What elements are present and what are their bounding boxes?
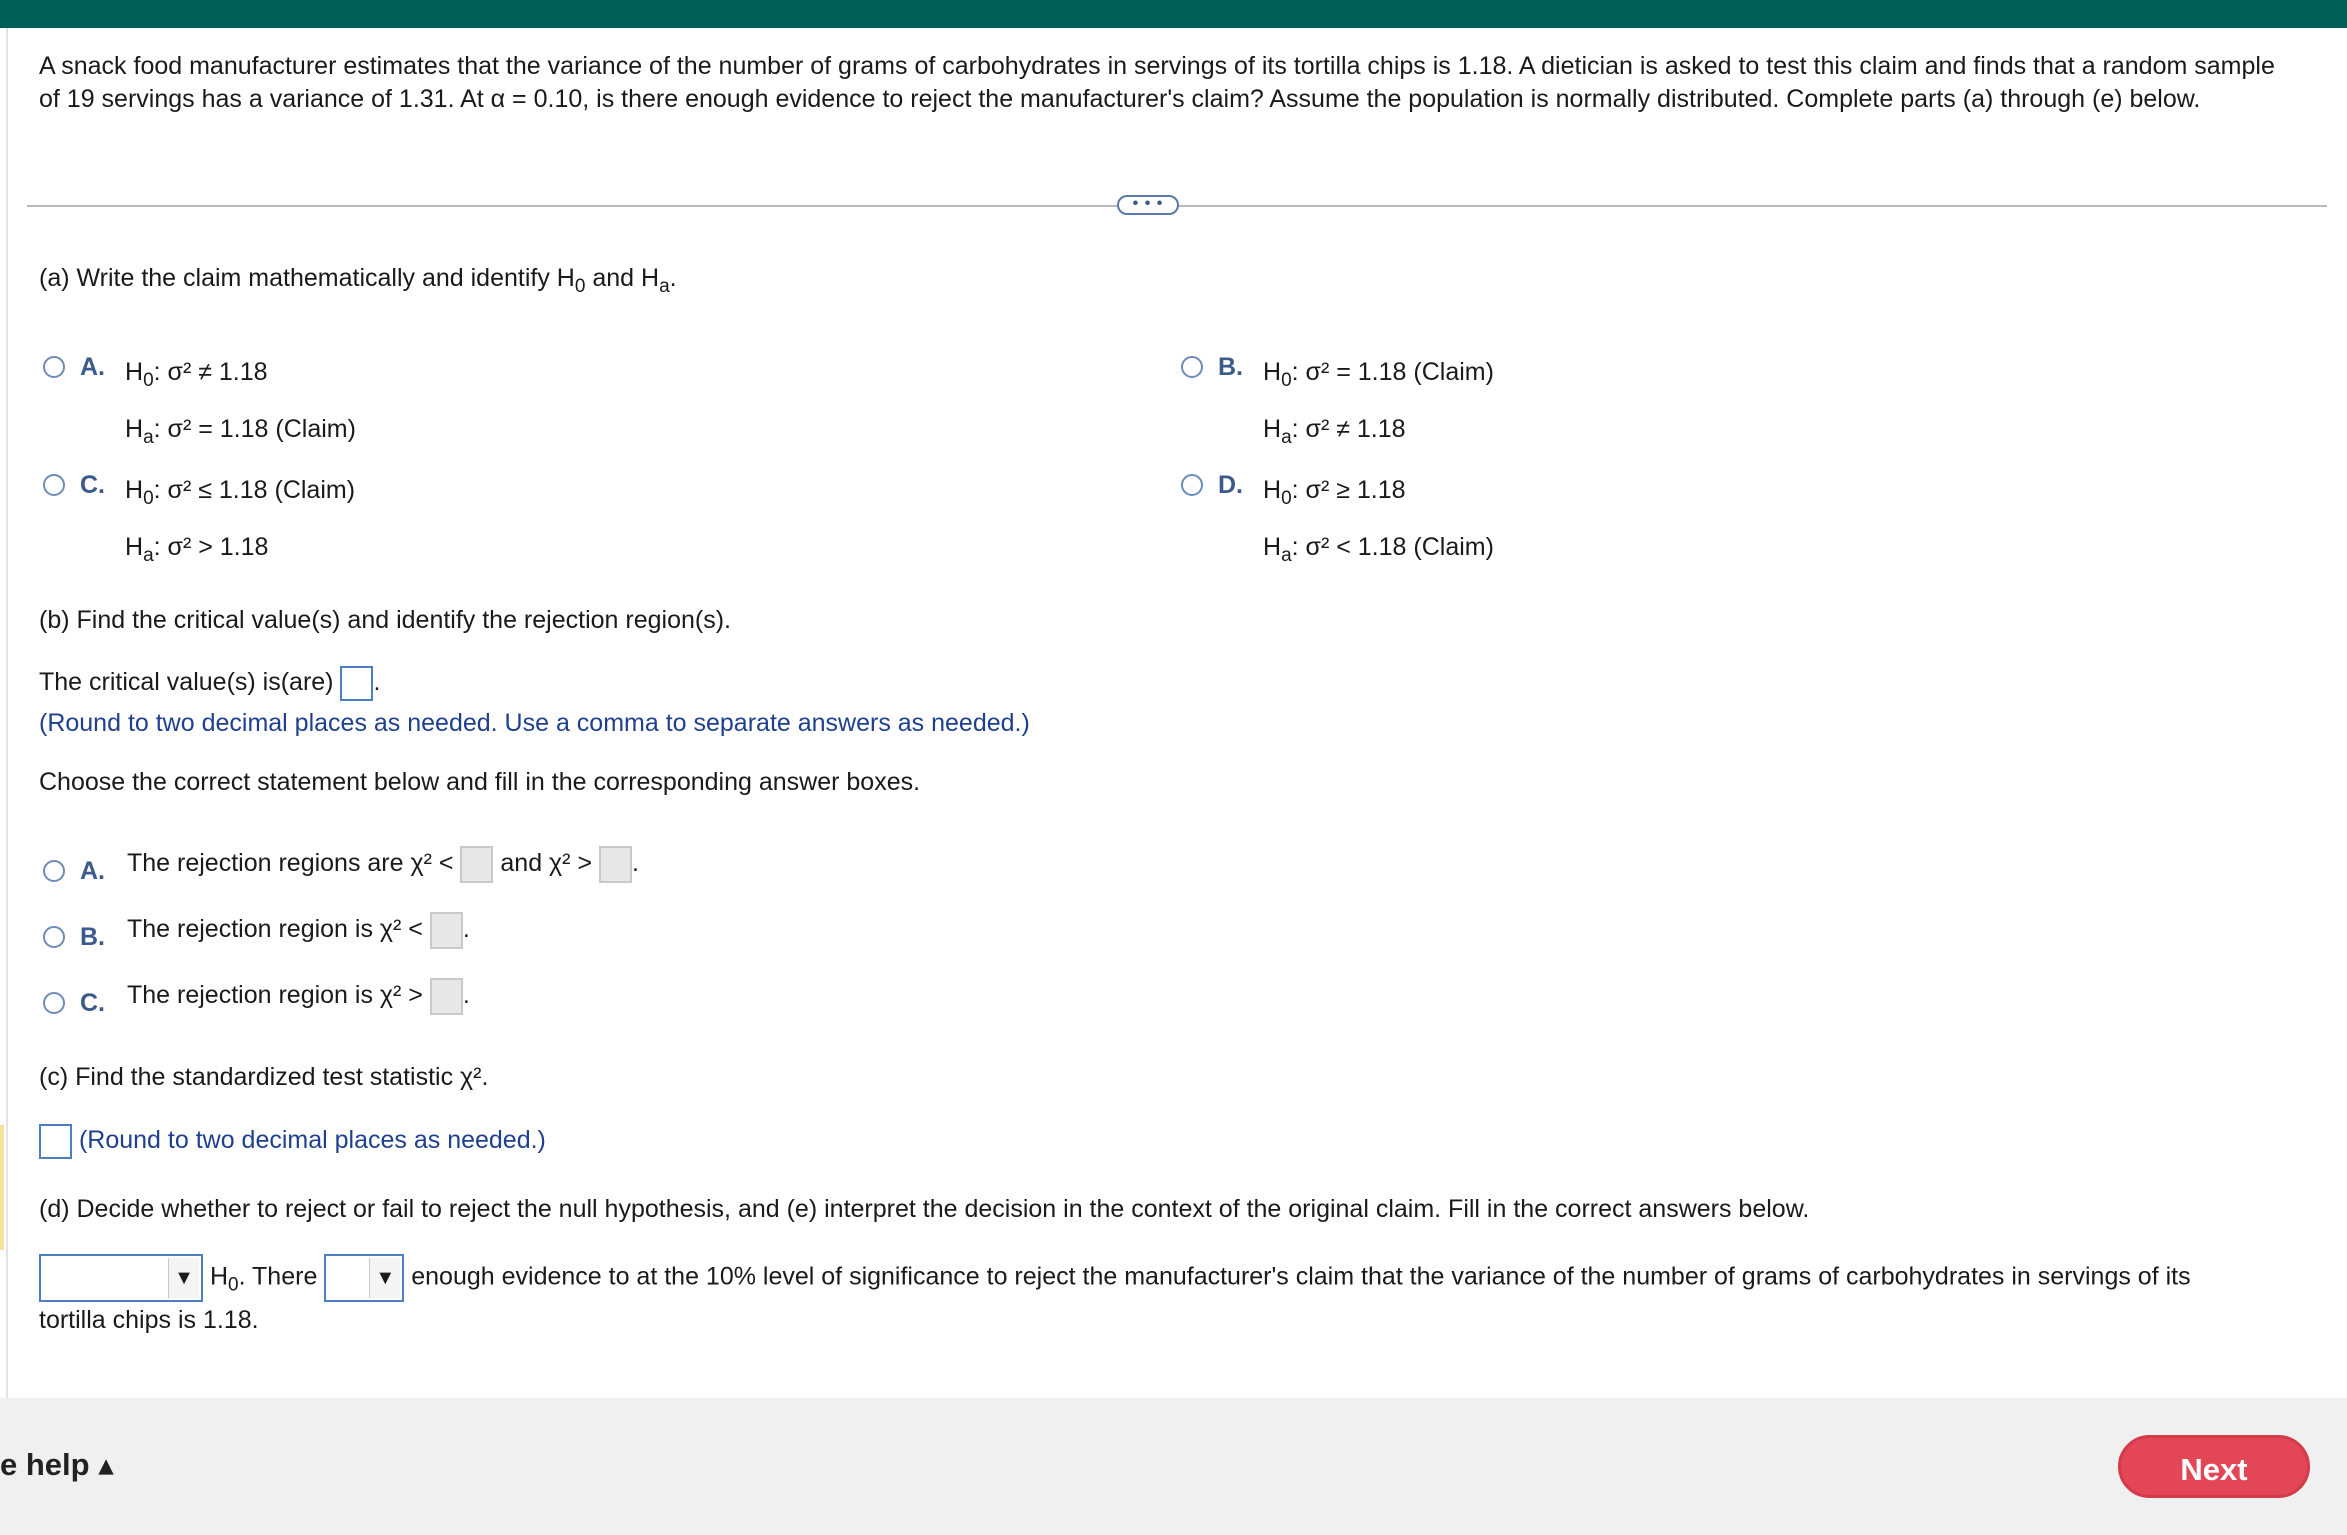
region-c-input[interactable]: [430, 978, 463, 1015]
region-option-b-letter: B.: [80, 923, 105, 951]
part-c-heading: (c) Find the standardized test statistic χ².: [39, 1063, 489, 1091]
footer-bar: [0, 1398, 2347, 1535]
test-statistic-row: [39, 1124, 546, 1159]
top-header-bar: [0, 0, 2347, 28]
radio-a-option-c[interactable]: [43, 474, 65, 496]
test-statistic-hint: (Round to two decimal places as needed.): [78, 1126, 546, 1155]
option-b-hypotheses: [1263, 354, 1494, 456]
part-b-heading: (b) Find the critical value(s) and identify the rejection region(s).: [39, 606, 731, 634]
decision-sentence-end: tortilla chips is 1.18.: [39, 1306, 259, 1334]
option-a-hypotheses: [125, 354, 356, 456]
critical-value-hint: (Round to two decimal places as needed. Use a comma to separate answers as needed.): [39, 709, 1030, 737]
critical-value-label: The critical value(s) is(are): [39, 668, 334, 697]
option-a-ha: $H_a$: σ² = 1.18 (Claim): [125, 415, 356, 448]
left-side-marker: [0, 1125, 4, 1250]
problem-statement: A snack food manufacturer estimates that the variance of the number of grams of carbohydrates in servings of its tortilla chips is 1.18. A dietician is asked to test this claim and finds that a random sample of 19 servings has a variance of 1.31. At α = 0.10, is there enough evidence to reject the manufacturer's claim? Assume the population is normally distributed. Complete parts (a) through (e) below.: [39, 52, 2275, 113]
radio-a-option-b[interactable]: [1181, 356, 1203, 378]
radio-b-option-c[interactable]: [43, 992, 65, 1014]
region-option-b-text: The rejection region is χ² < .: [127, 912, 470, 949]
option-d-h0: $H_0$: σ² ≥ 1.18: [1263, 476, 1406, 509]
region-option-c-text: The rejection region is χ² > .: [127, 978, 470, 1015]
reject-decision-dropdown[interactable]: [39, 1254, 203, 1302]
radio-b-option-b[interactable]: [43, 926, 65, 948]
test-statistic-input[interactable]: [39, 1124, 72, 1159]
option-a-letter: A.: [80, 353, 105, 381]
option-b-h0: $H_0$: σ² = 1.18 (Claim): [1263, 358, 1494, 391]
help-menu[interactable]: e help ▴: [0, 1447, 114, 1482]
region-a-lower-input[interactable]: [460, 846, 493, 883]
region-a-upper-input[interactable]: [599, 846, 632, 883]
option-d-letter: D.: [1218, 471, 1243, 499]
critical-value-input[interactable]: [340, 666, 373, 701]
dropdown-arrow-icon: ▼: [369, 1258, 400, 1298]
region-b-input[interactable]: [430, 912, 463, 949]
radio-b-option-a[interactable]: [43, 860, 65, 882]
radio-a-option-d[interactable]: [1181, 474, 1203, 496]
option-d-ha: $H_a$: σ² < 1.18 (Claim): [1263, 533, 1494, 566]
part-de-heading: (d) Decide whether to reject or fail to reject the null hypothesis, and (e) interpret the decision in the context of the original claim. Fill in the correct answers below.: [39, 1195, 1810, 1223]
option-b-letter: B.: [1218, 353, 1243, 381]
dropdown-arrow-icon: ▼: [168, 1258, 199, 1298]
choose-statement-text: Choose the correct statement below and fill in the corresponding answer boxes.: [39, 768, 921, 796]
radio-a-option-a[interactable]: [43, 356, 65, 378]
option-c-ha: $H_a$: σ² > 1.18: [125, 533, 269, 566]
option-d-hypotheses: [1263, 472, 1494, 574]
option-c-hypotheses: [125, 472, 355, 574]
region-option-a-text: The rejection regions are χ² < and χ² > .: [127, 846, 639, 883]
option-c-letter: C.: [80, 471, 105, 499]
left-border: [6, 28, 8, 1398]
option-a-h0: $H_0$: σ² ≠ 1.18: [125, 358, 268, 391]
option-c-h0: $H_0$: σ² ≤ 1.18 (Claim): [125, 476, 356, 509]
next-button[interactable]: Next: [2118, 1435, 2310, 1498]
part-a-heading: (a) Write the claim mathematically and identify $H_0$ and $H_a$.: [39, 264, 677, 297]
region-option-c-letter: C.: [80, 989, 105, 1017]
critical-value-row: The critical value(s) is(are) .: [39, 666, 380, 701]
option-b-ha: $H_a$: σ² ≠ 1.18: [1263, 415, 1406, 448]
evidence-dropdown[interactable]: [324, 1254, 404, 1302]
expand-more-button[interactable]: • • •: [1117, 195, 1179, 215]
region-option-a-letter: A.: [80, 857, 105, 885]
decision-sentence: ▼ $H_0$. There ▼ enough evidence to at the 10% level of significance to reject the manufacturer's claim that the variance of the number of grams of carbohydrates in servings of its: [39, 1254, 2191, 1302]
